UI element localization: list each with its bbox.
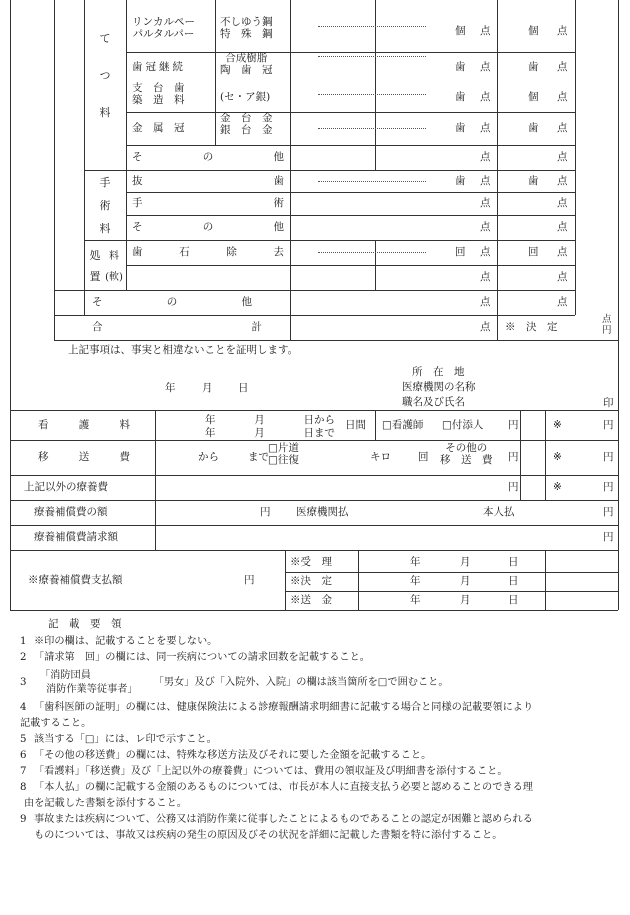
nursing-label: 看 護 料 — [38, 418, 130, 431]
unit-points: 点 — [557, 24, 568, 37]
unit-points: 点 — [480, 174, 491, 187]
grid-line — [54, 0, 55, 340]
unit-points: 点 — [557, 197, 568, 210]
other-medical-yen2: 円 — [603, 481, 614, 494]
other-medical-mark: ※ — [553, 481, 562, 494]
unit-points: 点 — [480, 197, 491, 210]
dotted-leader — [318, 56, 426, 57]
dental-row-sublabel: (セ・ア銀) — [220, 90, 271, 103]
payment-label: ※療養補償費支払額 — [28, 573, 123, 586]
grid-line — [358, 550, 359, 610]
unit-count: 回 — [528, 246, 539, 259]
compensation-label: 療養補償費の額 — [34, 506, 108, 519]
nursing-yen2: 円 — [603, 418, 614, 431]
unit-points: 点 — [480, 24, 491, 37]
cert-institution-label: 医療機関の名称 — [402, 381, 476, 394]
unit-points: 点 — [480, 122, 491, 135]
payment-decision-label: ※決 定 — [290, 575, 332, 588]
dental-row-sublabel: 金 台 金 銀 台 金 — [220, 112, 273, 137]
treatment-group-sublabel: 料 (軟) — [105, 251, 123, 283]
dental-row-sublabel: 不しゆう鋼 特 殊 鋼 — [220, 16, 273, 41]
unit-points: 点 — [557, 246, 568, 259]
payment-month: 月 — [460, 575, 471, 588]
note-item: 9 事故または疾病について、公務又は消防作業に従事したことによるものであることの認定が困難と認められる — [20, 814, 533, 825]
grid-line — [285, 550, 286, 610]
unit-points: 点 — [557, 151, 568, 164]
unit-count: 歯 — [528, 60, 539, 73]
surgery-row-other: そ の 他 — [132, 221, 284, 234]
unit-points: 点 — [480, 321, 491, 334]
dotted-leader — [318, 181, 426, 182]
unit-points: 点 — [480, 151, 491, 164]
roundtrip-checkbox[interactable]: □往復 — [268, 454, 299, 467]
note-item: 2 「請求第 回」の欄には、同一疾病についての請求回数を記載すること。 — [20, 652, 370, 663]
unit-count: 歯 — [455, 60, 466, 73]
note-item-cont: 記載すること。 — [20, 718, 92, 729]
payment-month: 月 — [460, 555, 471, 568]
other-row-label: そ の 他 — [92, 296, 252, 309]
grid-line — [545, 550, 546, 610]
payment-yen: 円 — [244, 573, 255, 586]
treatment-group-label: 処 置 — [89, 248, 101, 283]
dotted-leader — [318, 94, 426, 95]
notes-list — [20, 634, 625, 844]
other-medical-yen: 円 — [508, 481, 519, 494]
dotted-leader — [318, 252, 426, 253]
dental-group-label: て つ 料 — [99, 32, 111, 119]
unit-count: 個 — [455, 24, 466, 37]
note-item-cont: ものについては、事故又は疾病の発生の原因及びその状況を詳細に記載した書類を特に添付すること。 — [34, 830, 503, 841]
grid-line — [215, 0, 216, 145]
dotted-leader — [318, 128, 426, 129]
border-right — [618, 0, 619, 610]
grid-line — [155, 410, 156, 550]
grid-line — [545, 410, 546, 500]
transport-times: 回 — [418, 451, 429, 464]
note-item: 1 ※印の欄は、記載することを要しない。 — [20, 636, 218, 647]
payment-day: 日 — [508, 575, 519, 588]
note-item: 7 「看護料」「移送費」及び「上記以外の療養費」については、費用の領収証及び明細書を添付すること。 — [20, 766, 508, 777]
transport-mark: ※ — [553, 451, 562, 464]
surgery-group-label: 手 術 料 — [99, 175, 111, 236]
cert-day: 日 — [238, 381, 249, 394]
note-item: 8 「本人払」の欄に記載する金額のあるものについては、市長が本人に直接支払う必要と認めることのできる理 — [20, 782, 533, 793]
note-item: 5 該当する「□」には、レ印で示すこと。 — [20, 734, 217, 745]
attendant-checkbox[interactable]: □付添人 — [442, 418, 484, 431]
certification-statement: 上記事項は、事実と相違ないことを証明します。 — [68, 343, 299, 356]
unit-points: 点 — [557, 60, 568, 73]
transport-label: 移 送 費 — [38, 451, 130, 464]
grid-line — [126, 265, 575, 266]
payment-year: 年 — [410, 575, 421, 588]
nursing-yen: 円 — [508, 418, 519, 431]
surgery-row-extraction: 抜 歯 — [132, 174, 284, 187]
dental-row-label: 支 台 歯 築 造 料 — [132, 82, 185, 107]
payment-year: 年 — [410, 594, 421, 607]
nursing-period: 年 月 日から 年 月 日まで — [205, 414, 335, 439]
grid-line — [10, 610, 618, 611]
unit-points: 点 — [480, 60, 491, 73]
payment-day: 日 — [508, 555, 519, 568]
unit-count: 歯 — [528, 174, 539, 187]
transport-yen2: 円 — [603, 451, 614, 464]
oneway-checkbox[interactable]: □片道 — [268, 442, 299, 454]
compensation-yen2: 円 — [603, 506, 614, 519]
seal-mark: 印 — [603, 397, 614, 410]
other-medical-label: 上記以外の療養費 — [24, 481, 108, 494]
transport-trip-type — [268, 442, 299, 472]
cert-month: 月 — [202, 381, 213, 394]
decision-units: 点 円 — [602, 314, 612, 336]
unit-count: 歯 — [455, 122, 466, 135]
dental-row-label: リンカルペー パルタルパー — [132, 16, 195, 41]
dental-row-sublabel: 合成樹脂 陶 歯 冠 — [220, 52, 273, 77]
treatment-row-scaling: 歯 石 除 去 — [132, 246, 284, 259]
unit-count: 個 — [528, 90, 539, 103]
unit-points: 点 — [480, 246, 491, 259]
cert-year: 年 — [165, 381, 176, 394]
compensation-self: 本人払 — [483, 506, 515, 519]
surgery-row-operation: 手 術 — [132, 197, 284, 210]
claim-yen: 円 — [603, 531, 614, 544]
dental-row-label: 金 属 冠 — [132, 122, 185, 135]
dental-row-label: そ の 他 — [132, 151, 284, 164]
transport-km: キロ — [370, 451, 391, 464]
note-item: 3 「消防団員 消防作業等従事者」 「男女」及び「入院外、入院」の欄は該当箇所を□で囲むこと。 — [20, 670, 449, 695]
unit-points: 点 — [557, 221, 568, 234]
transport-yen: 円 — [508, 451, 519, 464]
note-item-cont: 由を記載した書類を添付すること。 — [24, 798, 187, 809]
transport-other-label: その他の 移 送 費 — [440, 442, 493, 467]
unit-points: 点 — [557, 174, 568, 187]
unit-points: 点 — [557, 271, 568, 284]
dental-row-label: 歯冠継続 — [132, 60, 186, 73]
nurse-checkbox[interactable]: □看護師 — [382, 418, 424, 431]
note-item: 4 「歯科医師の証明」の欄には、健康保険法による診療報酬請求明細書に記載する場合と同様の記載要領により — [20, 702, 534, 713]
payment-received-label: ※受 理 — [290, 555, 332, 568]
unit-points: 点 — [480, 90, 491, 103]
unit-count: 歯 — [455, 174, 466, 187]
payment-year: 年 — [410, 555, 421, 568]
grid-line — [575, 0, 576, 315]
compensation-yen: 円 — [260, 506, 271, 519]
unit-count: 歯 — [528, 122, 539, 135]
grid-line — [285, 591, 618, 592]
unit-points: 点 — [480, 271, 491, 284]
unit-points: 点 — [480, 296, 491, 309]
nursing-mark: ※ — [553, 418, 562, 431]
cert-name-label: 職名及び氏名 — [402, 396, 465, 409]
transport-to: まで — [248, 451, 269, 464]
payment-remit-label: ※送 金 — [290, 594, 332, 607]
grid-line — [54, 340, 618, 341]
unit-points: 点 — [480, 221, 491, 234]
grid-line — [375, 410, 376, 440]
unit-points: 点 — [557, 90, 568, 103]
cert-address-label: 所 在 地 — [412, 366, 465, 379]
unit-points: 点 — [557, 122, 568, 135]
dotted-leader — [318, 26, 426, 27]
note-item: 6 「その他の移送費」の欄には、特殊な移送方法及びそれに要した金額を記載すること。 — [20, 750, 432, 761]
grid-line — [285, 572, 618, 573]
payment-month: 月 — [460, 594, 471, 607]
grid-line — [520, 410, 521, 500]
notes-heading: 記 載 要 領 — [48, 618, 122, 630]
nursing-days: 日間 — [345, 418, 366, 431]
border-left — [10, 0, 11, 610]
decision-label: ※ 決 定 — [505, 321, 558, 334]
unit-count: 回 — [455, 246, 466, 259]
unit-count: 個 — [528, 24, 539, 37]
claim-label: 療養補償費請求額 — [34, 531, 118, 544]
unit-points: 点 — [557, 296, 568, 309]
transport-from: から — [198, 451, 219, 464]
payment-day: 日 — [508, 594, 519, 607]
unit-count: 歯 — [455, 90, 466, 103]
total-row-label: 合 計 — [92, 321, 262, 334]
compensation-institution: 医療機関払 — [296, 506, 349, 519]
